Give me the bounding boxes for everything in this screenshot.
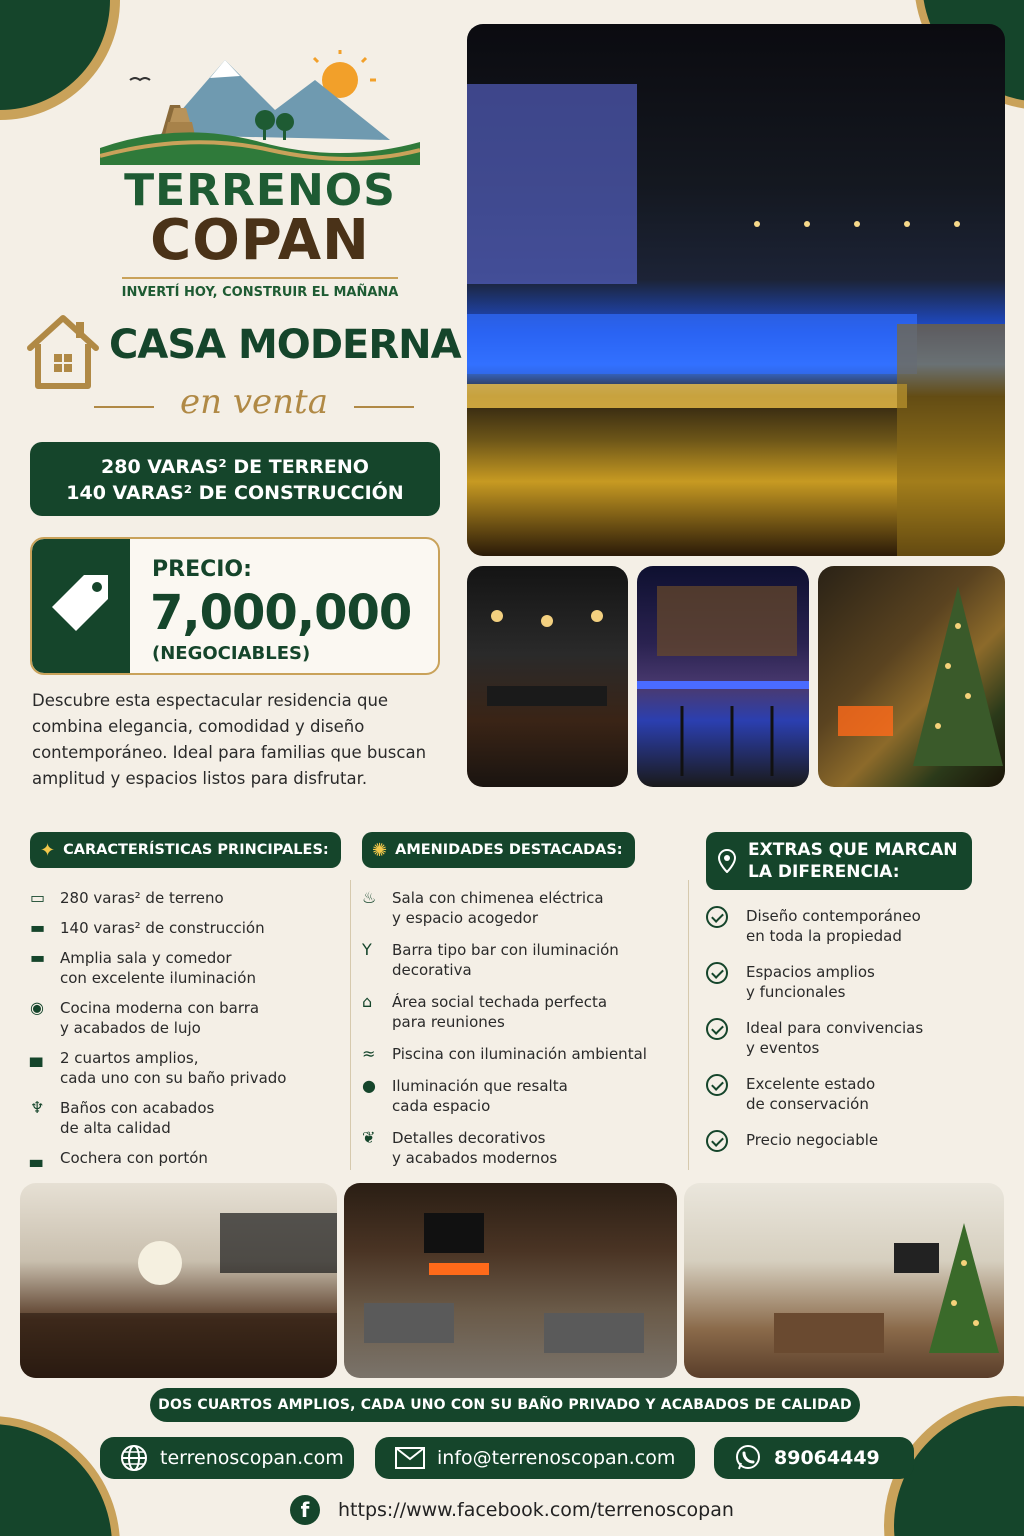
land-size: 280 VARAS² DE TERRENO <box>101 456 369 478</box>
email-link[interactable]: info@terrenoscopan.com <box>375 1437 695 1479</box>
list-item-text: Barra tipo bar con iluminación decorativa <box>392 941 619 979</box>
title-main: CASA MODERNA <box>109 322 461 368</box>
house-icon <box>24 310 102 392</box>
list-item-text: Espacios amplios y funcionales <box>746 963 875 1001</box>
brand-logo <box>100 50 420 300</box>
shower-icon: ♆ <box>30 1098 45 1117</box>
car-icon: ▃ <box>30 1148 43 1167</box>
check-circle-icon <box>706 906 746 933</box>
column-divider <box>688 880 689 1170</box>
build-size: 140 VARAS² DE CONSTRUCCIÓN <box>66 482 404 504</box>
photo-fireplace-tree <box>818 566 1005 787</box>
list-item-text: Iluminación que resalta cada espacio <box>392 1077 568 1115</box>
list-item <box>362 1128 682 1168</box>
list-item-text: Detalles decorativos y acabados modernos <box>392 1129 558 1167</box>
list-item <box>706 906 1006 946</box>
bed-icon: ▄ <box>30 1048 43 1067</box>
photo-living-room <box>344 1183 677 1378</box>
price-value: 7,000,000 <box>150 585 412 641</box>
check-circle-icon <box>706 1130 746 1157</box>
sofa-icon: ▬ <box>30 948 46 967</box>
list-item-text: Cocina moderna con barra y acabados de lujo <box>60 999 260 1037</box>
cocktail-icon: Y <box>362 940 372 959</box>
phone-link[interactable]: 89064449 <box>714 1437 914 1479</box>
list-item-text: Cochera con portón <box>60 1149 208 1167</box>
list-item <box>30 1098 340 1138</box>
extras-heading: EXTRAS QUE MARCAN LA DIFERENCIA: <box>706 832 972 890</box>
brand-name-line-2: COPAN <box>150 208 370 273</box>
decor-corner-bottom-left <box>0 1416 120 1536</box>
photo-bar-area <box>467 566 628 787</box>
list-item-text: Baños con acabados de alta calidad <box>60 1099 215 1137</box>
list-item-text: Amplia sala y comedor con excelente iluminación <box>60 949 256 987</box>
listing-title <box>24 310 461 430</box>
brand-slogan: INVERTÍ HOY, CONSTRUIR EL MAÑANA <box>122 277 399 300</box>
fire-icon: ♨ <box>362 888 377 907</box>
list-item <box>362 888 682 928</box>
price-note: (NEGOCIABLES) <box>152 643 311 664</box>
envelope-icon <box>395 1447 425 1469</box>
globe-icon <box>120 1444 148 1472</box>
leaf-icon: ❦ <box>362 1128 376 1147</box>
amenities-heading: ✺ AMENIDADES DESTACADAS: <box>362 832 635 868</box>
list-item <box>30 948 340 988</box>
location-pin-icon <box>718 849 736 873</box>
bulb-icon: ● <box>362 1076 376 1095</box>
title-sub: en venta <box>84 382 424 422</box>
amenities-section <box>362 832 682 1180</box>
list-item <box>30 918 340 938</box>
sparkle-icon: ✦ <box>40 839 56 861</box>
pyramid-mountain-icon <box>100 50 420 165</box>
photo-dining-kitchen <box>20 1183 337 1378</box>
kitchen-icon: ◉ <box>30 998 44 1017</box>
price-box <box>30 537 440 675</box>
photo-bar-shelves <box>637 566 809 787</box>
list-item-text: 280 varas² de terreno <box>60 889 224 907</box>
list-item-text: Sala con chimenea eléctrica y espacio acogedor <box>392 889 604 927</box>
list-item <box>30 998 340 1038</box>
list-item-text: Ideal para convivencias y eventos <box>746 1019 924 1057</box>
list-item <box>362 992 682 1032</box>
list-item <box>706 1130 1006 1157</box>
ruler-icon: ▭ <box>30 888 46 907</box>
list-item <box>362 940 682 980</box>
extras-list <box>706 906 1006 1157</box>
list-item <box>30 1048 340 1088</box>
features-list <box>30 888 340 1168</box>
list-item <box>706 962 1006 1002</box>
list-item <box>706 1018 1006 1058</box>
price-label: PRECIO: <box>152 557 252 582</box>
sparkle-icon: ✺ <box>372 839 388 861</box>
column-divider <box>350 880 351 1170</box>
list-item-text: Área social techada perfecta para reuniones <box>392 993 608 1031</box>
list-item-text: Piscina con iluminación ambiental <box>392 1045 647 1063</box>
pool-icon: ≈ <box>362 1044 376 1063</box>
check-circle-icon <box>706 1074 746 1101</box>
description: Descubre esta espectacular residencia que combina elegancia, comodidad y diseño contemporáneo. Ideal para familias que buscan amplitud y espacios listos para disfrutar. <box>32 691 427 788</box>
check-circle-icon <box>706 1018 746 1045</box>
photo-pool <box>467 24 1005 556</box>
extras-section <box>706 832 1006 1173</box>
size-box <box>30 442 440 516</box>
list-item-text: 140 varas² de construcción <box>60 919 265 937</box>
list-item-text: Precio negociable <box>746 1131 879 1149</box>
list-item-text: Diseño contemporáneo en toda la propiedad <box>746 907 921 945</box>
list-item <box>30 888 340 908</box>
list-item <box>30 1148 340 1168</box>
features-section <box>30 832 340 1178</box>
features-heading: ✦ CARACTERÍSTICAS PRINCIPALES: <box>30 832 341 868</box>
footer-banner: DOS CUARTOS AMPLIOS, CADA UNO CON SU BAÑO PRIVADO Y ACABADOS DE CALIDAD <box>150 1388 860 1422</box>
amenities-list <box>362 888 682 1168</box>
facebook-icon: f <box>290 1495 320 1525</box>
list-item <box>706 1074 1006 1114</box>
list-item <box>362 1076 682 1116</box>
roof-icon: ⌂ <box>362 992 373 1011</box>
list-item-text: 2 cuartos amplios, cada uno con su baño privado <box>60 1049 287 1087</box>
list-item-text: Excelente estado de conservación <box>746 1075 876 1113</box>
facebook-link[interactable]: f https://www.facebook.com/terrenoscopan <box>290 1494 734 1526</box>
list-item <box>362 1044 682 1064</box>
price-tag-icon <box>50 569 114 639</box>
brand-name-line-1: TERRENOS <box>124 165 396 216</box>
check-circle-icon <box>706 962 746 989</box>
photo-living-room-tree <box>684 1183 1004 1378</box>
sofa-icon: ▬ <box>30 918 46 937</box>
whatsapp-icon <box>734 1444 762 1472</box>
website-link[interactable]: terrenoscopan.com <box>100 1437 354 1479</box>
price-tag-panel <box>32 539 130 673</box>
